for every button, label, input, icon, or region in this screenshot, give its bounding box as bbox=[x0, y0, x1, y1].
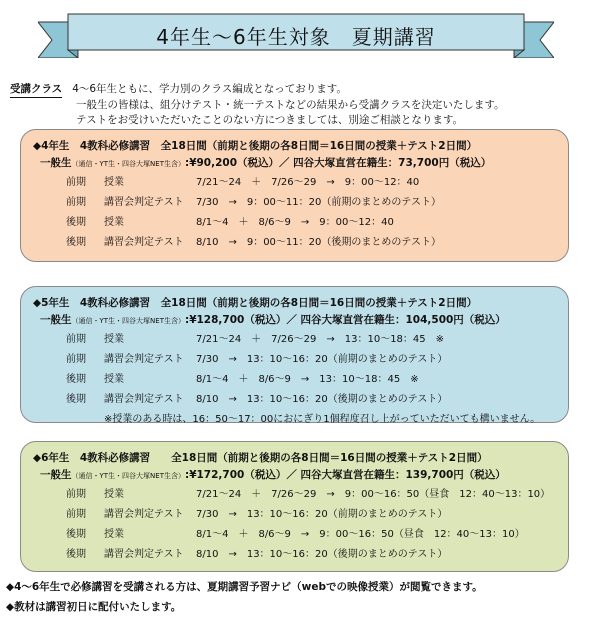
term-label: 前期 bbox=[66, 354, 86, 365]
grade6-fee bbox=[33, 467, 568, 485]
term-label: 後期 bbox=[66, 549, 86, 560]
term-label: 前期 bbox=[66, 177, 86, 188]
intro-line-1: 4〜6年生ともに、学力別のクラス編成となっております。 bbox=[72, 83, 347, 95]
fee-amounts: :¥90,200（税込）／ 四谷大塚直営在籍生：73,700円（税込） bbox=[185, 157, 492, 169]
schedule-row bbox=[66, 505, 568, 525]
schedule-detail: 8/1〜4 ＋ 8/6〜9 → 13：10〜18：45 ※ bbox=[196, 374, 419, 385]
kind-label: 授業 bbox=[104, 334, 124, 345]
fee-prefix: 一般生 bbox=[40, 314, 72, 326]
term-label: 後期 bbox=[66, 374, 86, 385]
kind-label: 授業 bbox=[104, 374, 124, 385]
intro-line-2: 一般生の皆様は、組分けテスト・統一テストなどの結果から受講クラスを決定いたします。 bbox=[76, 99, 505, 111]
fee-amounts: :¥172,700（税込）／ 四谷大塚直営在籍生：139,700円（税込） bbox=[185, 469, 506, 481]
kind-label: 授業 bbox=[104, 177, 124, 188]
grade4-heading: ◆4年生 4教科必修講習 全18日間（前期と後期の各8日間＝16日間の授業＋テスト2日間） bbox=[33, 140, 478, 152]
term-label: 前期 bbox=[66, 509, 86, 520]
fee-note: （通信・YT生・四谷大塚NET生含） bbox=[71, 160, 185, 168]
snack-note bbox=[66, 410, 568, 428]
kind-label: 講習会判定テスト bbox=[104, 394, 184, 405]
intro-section bbox=[10, 82, 585, 128]
term-label: 前期 bbox=[66, 334, 86, 345]
term-label: 後期 bbox=[66, 529, 86, 540]
footer-notes bbox=[6, 577, 483, 617]
schedule-row bbox=[66, 545, 568, 565]
grade4-fee bbox=[33, 155, 568, 173]
kind-label: 講習会判定テスト bbox=[104, 354, 184, 365]
intro-line-3: テストをお受けいただいたことのない方につきましては、別途ご相談となります。 bbox=[76, 114, 464, 126]
schedule-row bbox=[66, 193, 568, 213]
kind-label: 授業 bbox=[104, 489, 124, 500]
schedule-row bbox=[66, 330, 568, 350]
kind-label: 講習会判定テスト bbox=[104, 197, 184, 208]
footer-note-materials: ◆教材は講習初日に配付いたします。 bbox=[6, 601, 182, 613]
schedule-row bbox=[66, 370, 568, 390]
schedule-detail: 8/10 → 9：00〜11：20（後期のまとめのテスト） bbox=[196, 237, 441, 248]
schedule-detail: 7/30 → 13：10〜16：20（前期のまとめのテスト） bbox=[196, 509, 448, 520]
grade5-box bbox=[20, 286, 569, 423]
schedule-detail: 7/21〜24 ＋ 7/26〜29 → 13：10〜18：45 ※ bbox=[196, 334, 445, 345]
term-label: 後期 bbox=[66, 217, 86, 228]
schedule-row bbox=[66, 213, 568, 233]
term-label: 後期 bbox=[66, 394, 86, 405]
fee-note: （通信・YT生・四谷大塚NET生含） bbox=[71, 472, 185, 480]
fee-amounts: :¥128,700（税込）／ 四谷大塚直営在籍生：104,500円（税込） bbox=[185, 314, 506, 326]
fee-prefix: 一般生 bbox=[40, 469, 72, 481]
grade6-box bbox=[20, 441, 569, 572]
fee-prefix: 一般生 bbox=[40, 157, 72, 169]
schedule-detail: 7/30 → 13：10〜16：20（前期のまとめのテスト） bbox=[196, 354, 448, 365]
kind-label: 講習会判定テスト bbox=[104, 549, 184, 560]
kind-label: 講習会判定テスト bbox=[104, 509, 184, 520]
page-title: 4年生〜6年生対象 夏期講習 bbox=[156, 25, 436, 49]
schedule-row bbox=[66, 233, 568, 253]
title-banner bbox=[38, 12, 554, 58]
schedule-row bbox=[66, 390, 568, 410]
grade5-heading: ◆5年生 4教科必修講習 全18日間（前期と後期の各8日間＝16日間の授業＋テスト2日間） bbox=[33, 297, 478, 309]
schedule-detail: 8/1〜4 ＋ 8/6〜9 → 9：00〜12：40 bbox=[196, 217, 394, 228]
schedule-row bbox=[66, 525, 568, 545]
fee-note: （通信・YT生・四谷大塚NET生含） bbox=[71, 317, 185, 325]
schedule-detail: 7/21〜24 ＋ 7/26〜29 → 9：00〜16：50（昼食 12：40〜13：10） bbox=[196, 489, 551, 500]
term-label: 後期 bbox=[66, 237, 86, 248]
grade5-fee bbox=[33, 312, 568, 330]
schedule-row bbox=[66, 173, 568, 193]
term-label: 前期 bbox=[66, 489, 86, 500]
snack-note-text: ※授業のある時は、16：50〜17：00におにぎり1個程度召し上がっていただいても構いません。 bbox=[104, 414, 541, 425]
kind-label: 授業 bbox=[104, 217, 124, 228]
class-label: 受講クラス bbox=[10, 82, 62, 98]
grade4-box bbox=[20, 129, 569, 262]
schedule-row bbox=[66, 350, 568, 370]
schedule-detail: 8/10 → 13：10〜16：20（後期のまとめのテスト） bbox=[196, 394, 448, 405]
grade6-heading: ◆6年生 4教科必修講習 全18日間（前期と後期の各8日間＝16日間の授業＋テスト2日間） bbox=[33, 452, 488, 464]
schedule-row bbox=[66, 485, 568, 505]
schedule-detail: 8/10 → 13：10〜16：20（後期のまとめのテスト） bbox=[196, 549, 448, 560]
kind-label: 講習会判定テスト bbox=[104, 237, 184, 248]
footer-note-web: ◆4〜6年生で必修講習を受講される方は、夏期講習予習ナビ（webでの映像授業）が閲覧できます。 bbox=[6, 581, 483, 593]
schedule-detail: 7/21〜24 ＋ 7/26〜29 → 9：00〜12：40 bbox=[196, 177, 420, 188]
term-label: 前期 bbox=[66, 197, 86, 208]
schedule-detail: 8/1〜4 ＋ 8/6〜9 → 9：00〜16：50（昼食 12：40〜13：10） bbox=[196, 529, 525, 540]
kind-label: 授業 bbox=[104, 529, 124, 540]
schedule-detail: 7/30 → 9：00〜11：20（前期のまとめのテスト） bbox=[196, 197, 441, 208]
